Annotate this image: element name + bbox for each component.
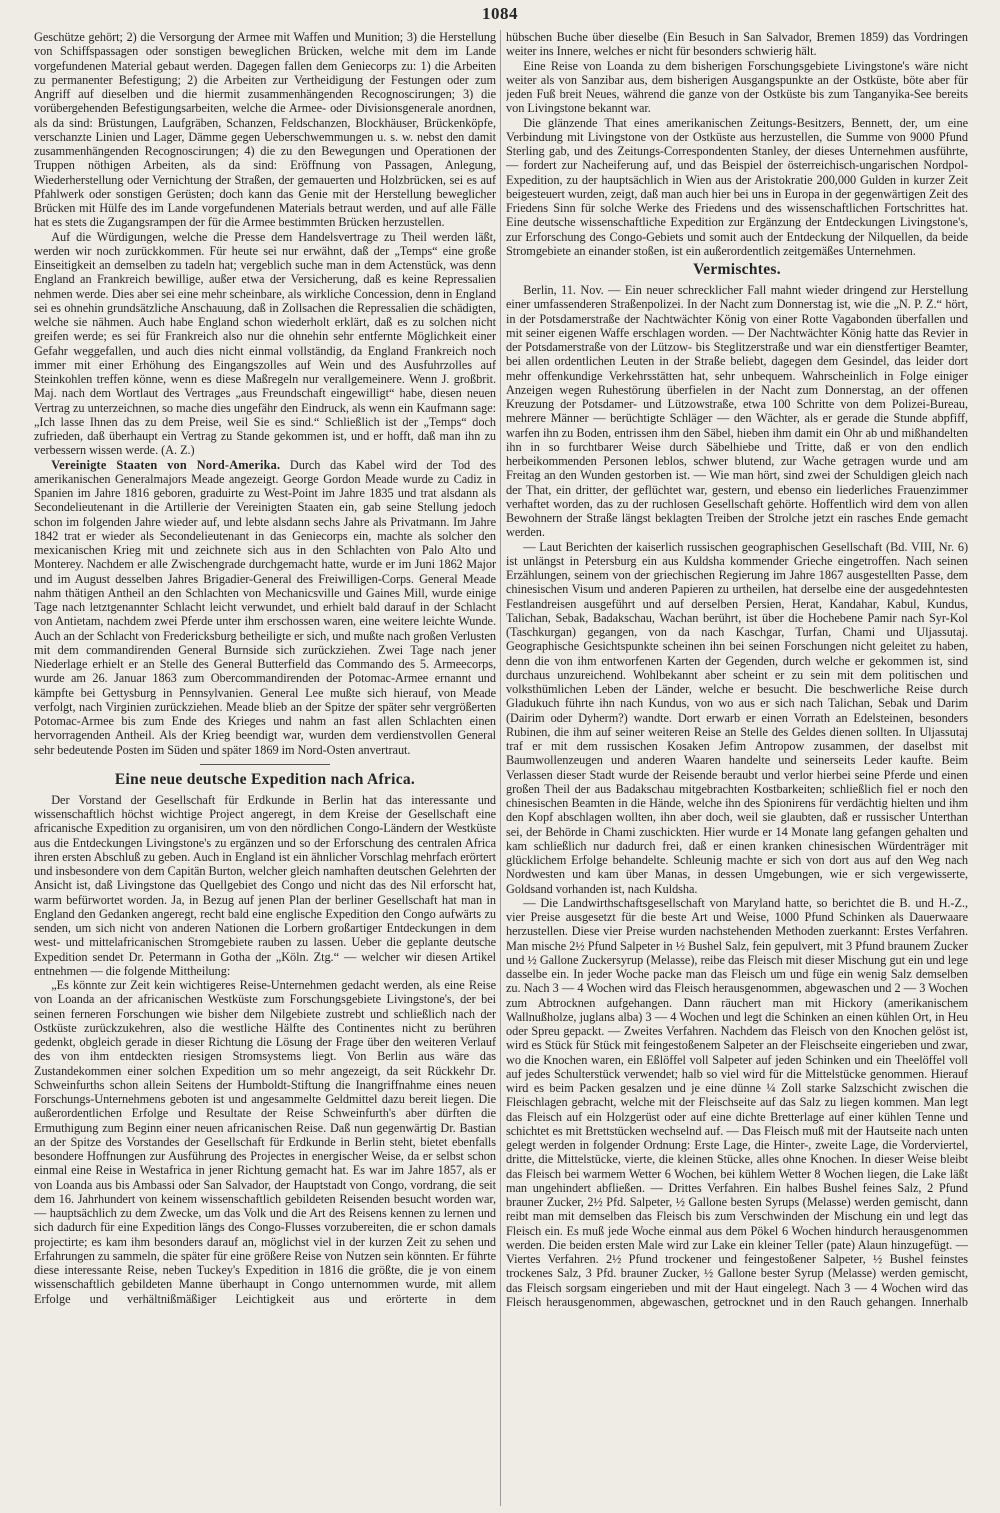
article-paragraph-maryland: — Die Landwirthschaftsgesellschaft von Maryland hatte, so berichtet die B. und H.-Z., vier Preise ausgesetzt für die beste Art und Weise, 1000 Pfund Schinken als Dauerwaare herzustellen. Diese vier Preise wurden nachstehenden Methoden zuerkannt: Erstes Verfahren. Man mische 2½ Pfund Salpeter in ½ Bushel Salz, fein gepulvert, mit 3 Pfund braunem Zucker und ½ Gallone Zuckersyrup (Melasse), reibe das Fleisch mit dieser Mischung gut ein und lege dasselbe ein. In jeder Woche packe man das Fleisch um und füge ein wenig Salz demselben zu. Nach 3 — 4 Wochen wird das Fleisch herausgenommen, abgewaschen und 2 — 3 Wochen zum Abtrocknen aufgehangen. Dann räuchert man mit Hickory (amerikanischem Wallnußholze, juglans alba) 3 — 4 Wochen und legt die Schinken an einen kühlen Ort, in Heu oder Spreu gepackt. — Zweites Verfahren. Nachdem das Fleisch von den Knochen gelöst ist, wird es Stück für Stück mit feingestoßenem Salpeter an der Fleischseite eingerieben und zwar, wo die Knochen waren, ein Eßlöffel voll Salpeter auf jeden Schinken und ein Theelöffel voll auf jedes Schulterstück verwendet; halb so viel wird für die Mittelstücke genommen. Hierauf wird es beim Packen gesalzen und je eine dünne ¼ Zoll starke Salzschicht zwischen die Fleischlagen gebracht, welche mit der Fleischseite auf das Salz zu liegen kommen. Man legt das Fleisch auf ein Holzgerüst oder auf eine dichte Bretterlage auf einer kühlen Tenne und schichtet es mit Brettstücken wechselnd auf. — Das Fleisch muß mit der Hautseite nach unten gelegt werden in folgender Ordnung: Erste Lage, die Hinter-, zweite Lage, die Vorderviertel, dritte, die Mittelstücke, vierte, die kleinen Stücke, alles ohne Knochen. In dieser Weise bleibt das Fleisch bei warmem Wetter 6 Wochen, bei kühlem Wetter 8 Wochen liegen, die Lake läßt man ungehindert abfließen. — Drittes Verfahren. Ein halbes Bushel feines Salz, 2 Pfund brauner Zucker, 2½ Pfd. Salpeter, ½ Gallone besten Syrups (Melasse) werden gemischt, dann reibt man mit demselben das Fleisch bis zum Verschwinden der Mischung ein und legt das Fleisch ein. Es muß jede Woche einmal aus dem Pökel 6 Wochen hindurch herausgenommen werden. Die beiden ersten Male wird zur Lake ein kleiner Teller (pate) Alaun hinzugefügt. — Viertes Verfahren. 2½ Pfund trockener und feingestoßener Salpeter, ½ Bushel feinstes trockenes Salz, 3 Pfd. brauner Zucker, ½ Gallone bester Syrup (Melasse) werden gemischt, das Fleisch sorgsam eingerieben und mit der Haut eingelegt. Nach 3 — 4 Wochen wird das Fleisch herausgenommen, abgewaschen, getrocknet und in den Rauch gehangen. Innerhalb — [506, 895, 968, 1309]
article-paragraph-buch: hübschen Buche über dieselbe (Ein Besuch in San Salvador, Bremen 1859) das Vordringen weiter ins Innere, welches er nicht für besonders schwierig hält. — [506, 30, 968, 59]
article-paragraph-reise: Eine Reise von Loanda zu dem bisherigen Forschungsgebiete Livingstone's wäre nicht weiter als von Sanzibar aus, dem bisherigen Ausgangspunkte an der Ostküste, böte aber für jeden Fuß breit Neues, während die ganze von der Ostküste bis zum Tanganyika-See bereits von Livingstone bekannt war. — [506, 58, 968, 116]
article-paragraph-military: Geschütze gehört; 2) die Versorgung der Armee mit Waffen und Munition; 3) die Herstellung von Schiffspassagen oder sonstigen beweglichen Brücken, welche mit dem im Lande vorgefundenen Material gebaut werden. Dagegen fallen dem Geniecorps zu: 1) die Arbeiten zu permanenter Befestigung; 2) die Arbeiten zur Vertheidigung der Festungen oder zum Angriff auf dieselben und die hiermit zusammenhängenden Recognoscirungen; 3) die vorübergehenden Befestigungsarbeiten, welche die Armee- oder Divisionsgenerale anordnen, als da sind: Brüstungen, Laufgräben, Schanzen, Feldschanzen, Blockhäuser, Brückenköpfe, verschanzte Linien und Lager, Dämme gegen Ueberschwemmungen u. s. w. nebst den damit zusammenhängenden Recognoscirungen; 4) die zu den Bewegungen und Operationen der Truppen nöthigen Arbeiten, als da sind: Eröffnung von Passagen, Anlegung, Wiederherstellung oder Vernichtung der Straßen, der gemauerten und Holzbrücken, sei es auf Pfahlwerk oder sonstigen Gerüsten; doch kann das Genie mit der Herstellung beweglicher Brücken mit Hülfe des im Lande vorgefundenen Materials betraut werden, und auf alle Fälle hat es stets die Zugangsrampen der für die Armee bestimmten Brücken herzustellen. — [34, 30, 496, 230]
run-in-heading-usa: Vereinigte Staaten von Nord-Amerika. — [51, 457, 281, 472]
page-number: 1084 — [482, 4, 518, 23]
section-rule — [200, 764, 330, 765]
article-text-usa: Durch das Kabel wird der Tod des amerikanischen Generalmajors Meade angezeigt. George Gordon Meade wurde zu Cadiz in Spanien im Jahre 1816 geboren, graduirte zu West-Point im Jahre 1835 und trat alsdann als Secondelieutenant in die Artillerie der Vereinigten Staaten ein, gab seine Stellung jedoch schon im folgenden Jahre wieder auf, und lebte alsdann sechs Jahre als Privatmann. Im Jahre 1842 trat er wieder als Secondelieutenant in das Geniecorps ein, machte als solcher den mexicanischen Krieg mit und zeichnete sich aus in den Schlachten von Palo Alto und Monterey. Nachdem er alle Zwischengrade durchgemacht hatte, wurde er im Juni 1862 Major und im August desselben Jahres Brigadier-General des Freiwilligen-Corps. General Meade nahm thätigen Antheil an den Schlachten von Mechanicsville und Gaines Mill, wurde einige Tage nach letztgenannter Schlacht leicht verwundet, und erhielt bald darauf in der Schlacht von Antietam, nachdem zwei Pferde unter ihm erschossen waren, eine weitere leichte Wunde. Auch an der Schlacht von Fredericksburg betheiligte er sich, und mußte nach großen Verlusten mit dem commandirenden General Burnside sich zurückziehen. Zwei Tage nach jener Niederlage erhielt er an Stelle des General Butterfield das Commando des 5. Armeecorps, wurde am 26. Januar 1863 zum Obercommandirenden der Potomac-Armee ernannt und kämpfte bei Gettysburg in Pennsylvanien. General Lee mußte sich hierauf, von Meade verfolgt, nach Virginien zurückziehen. Meade blieb an der Spitze der später sehr vergrößerten Potomac-Armee bis zum Ende des Krieges und nahm an fast allen Schlachten einen hervorragenden Antheil. Als der Krieg beendigt war, wurden dem verdienstvollen General sehr bedeutende Posten im Süden und später 1869 im Nord-Osten anvertraut. — [34, 457, 496, 757]
article-paragraph-trade: Auf die Würdigungen, welche die Presse dem Handelsvertrage zu Theil werden läßt, werden wir noch zurückkommen. Für heute sei nur erwähnt, daß der „Temps“ eine große Einseitigkeit an demselben zu tadeln hat; vergeblich suche man in dem Actenstück, was denn England an Frankreich bewillige, außer etwa der Versicherung, daß es keine Repressalien nehmen werde. Dies aber sei eine mehr scheinbare, als wirkliche Concession, denn in England sei es ohnehin grundsätzliche Anschauung, daß in Zollsachen die Repressalien die schädigten, welche sie nähmen. Auch habe England schon wiederholt erklärt, daß es zu solchen nicht greifen werde; es sei für Frankreich also nur die ohnehin sehr entfernte Möglichkeit einer Gefahr weggefallen, und auch dies nicht einmal vollständig, da England Frankreich noch immer mit einer Erhöhung des Eingangszolles auf Wein und des Ausfuhrzolles auf Steinkohlen treffen könne, wenn es diese Maßregeln nur verallgemeinere. Wenn J. großbrit. Maj. nach dem Wortlaut des Vertrages „aus Freundschaft eingewilligt“ habe, diesen neuen Vertrag zu unterzeichnen, so mache dies ungefähr den Eindruck, als wenn ein Kaufmann sage: „Ich lasse Ihnen das zu dem Preise, weil Sie es sind.“ Schließlich ist der „Temps“ doch zufrieden, daß überhaupt ein Vertrag zu Stande gekommen ist, und er hofft, daß man ihn zu verbessern wissen werde. (A. Z.) — [34, 229, 496, 458]
article-paragraph-grieche: — Laut Berichten der kaiserlich russischen geographischen Gesellschaft (Bd. VIII, Nr. 6) ist unlängst in Petersburg ein aus Kuldsha kommender Grieche eingetroffen. Nach seinen Erzählungen, seinem von der griechischen Regierung im Jahre 1867 ausgestellten Passe, dem chinesischen Visum und anderen Papieren zu urtheilen, hat derselbe eine der ausgedehntesten Festlandreisen ausgeführt und auf derselben Persien, Herat, Kandahar, Kabul, Kundus, Talichan, Sebak, Badakschau, Wachan berührt, ist über die Hochebene Pamir nach Syr-Kol (Taschkurgan) gegangen, von da nach Kaschgar, Turfan, Chami und Uljassutaj. Geographische Gesichtspunkte scheinen ihn bei seinen Forschungen nicht geleitet zu haben, denn die von ihm entworfenen Karten der Gegenden, durch welche er gekommen ist, sind durchaus unzureichend. Wohlbekannt aber scheint er zu sein mit dem politischen und volksthümlichen Leben der Länder, welche er besucht. Die beschwerliche Reise durch Gladukuch führte ihn nach Kundus, von wo aus er sich nach Talichan, Sebak und Darim (Dairim oder Dyherm?) wandte. Dort erwarb er einen Vorrath an Edelsteinen, besonders Rubinen, die ihm auf seiner weiteren Reise an Stelle des Geldes dienen sollten. In Uljassutaj traf er mit dem russischen Kosaken Jefim Antropow zusammen, der daselbst mit Baumwollenzeugen und anderen Waaren handelte und seinerseits Leder kaufte. Beim Verlassen dieser Stadt wurde der Reisende beraubt und verlor hierbei seine Pferde und einen großen Theil der aus Badakschau mitgebrachten Kostbarkeiten; schließlich fiel er noch den chinesischen Beamten in die Hände, welche ihn des Spionirens für verdächtig hielten und ihm den Kopf abschlagen wollten, ihn aber doch, weil sie glaubten, daß er russischer Unterthan sei, der Behörde in Chami zuschickten. Hier wurde er 14 Monate lang gefangen gehalten und kam schließlich nur dadurch frei, daß er einen kranken chinesischen Würdenträger mit glücklichem Erfolge behandelte. Schleunig machte er sich von dort aus auf den Weg nach Nordwesten und kam über Manas, in dessen Umgebungen, wie er sich vergewisserte, Goldsand vorhanden ist, nach Kuldsha. — [506, 539, 968, 896]
article-paragraph-usa — [34, 458, 496, 757]
column-divider — [500, 30, 501, 1506]
article-paragraph-expedition-quote: „Es könnte zur Zeit kein wichtigeres Reise-Unternehmen gedacht werden, als eine Reise von Loanda an der africanischen Westküste zum Forschungsgebiete Livingstone's, der bei seinen ferneren Forschungen wie bisher dem Nilgebiete zustrebt und schließlich nach der Ostküste zurückzukehren, also die westliche Hälfte des Continentes nicht zu berühren gedenkt, obgleich gerade in dieser Richtung die Lösung der Frage über den weiteren Verlauf des von ihm entdeckten riesigen Stromsystems liegt. Von Berlin aus wäre das Zustandekommen einer solchen Expedition um so mehr angezeigt, da seit Rückkehr Dr. Schweinfurths schon allein Seitens der Humboldt-Stiftung die Inangriffnahme eines neuen Forschungs-Unternehmens geboten ist und angesammelte Geldmittel dazu bereit liegen. Die außerordentlichen Erfolge und Resultate der Reise Schweinfurth's aber dürften die Ermuthigung zum Beginn einer neuen africanischen Reise. Daß nun gegenwärtig Dr. Bastian an der Spitze des Vorstandes der Gesellschaft für Erdkunde in Berlin steht, bietet ebenfalls besondere Hoffnungen zur Ausführung des Projectes in energischer Weise, da er selbst schon einmal eine Reise in Westafrica in jener Richtung gemacht hat. Es war im Jahre 1857, als er von Loanda aus bis Ambassi oder San Salvador, der Hauptstadt von Congo, vordrang, die seit dem 16. Jahrhundert von keinem wissenschaftlich gebildeten Reisenden besucht worden war, — hauptsächlich zu dem Zwecke, um das Volk und die Art des Reisens kennen zu lernen und sich dadurch für eine Expedition längs des Congo-Flusses vorzubereiten, die er schon damals projectirte; es kam ihm besonders darauf an, möglichst viel in der kurzen Zeit zu sehen und Erfahrungen zu sammeln, die später für eine größere Reise von Nutzen sein könnten. Er führte diese interessante Reise, neben Tuckey's Expedition in 1816 die größte, die je von einem wissenschaftlich gebildeten Manne überhaupt in Congo unternommen wurde, mit allem Erfolge und verhältnißmäßiger Leichtigkeit aus und erörterte in dem — [34, 978, 496, 1306]
left-column — [34, 30, 496, 1508]
article-paragraph-berlin: Berlin, 11. Nov. — Ein neuer schrecklicher Fall mahnt wieder dringend zur Herstellung einer umfassenderen Straßenpolizei. In der Nacht zum Donnerstag ist, wie die „N. P. Z.“ hört, in der Potsdamerstraße der Nachtwächter König von einer Rotte Vagabonden überfallen und mit seiner eigenen Waffe erschlagen worden. — Der Nachtwächter König hatte das Revier in der Potsdamerstraße von der Lützow- bis Steglitzerstraße und war ein dienstfertiger Beamter, bei allen ordentlichen Leuten in der Straße beliebt, dagegen dem Gesindel, das leider dort mehr offenkundige Verkehrsstätten hat, sehr unbequem. Wahrscheinlich in Folge einiger Anzeigen wegen Ruhestörung überfielen in der Nacht zum Donnerstag, an der offenen Kreuzung der Potsdamer- und Lützowstraße, etwa 100 Schritte von dem Polizei-Bureau, mehrere Männer — berüchtigte Schläger — den Wächter, als er gerade die Stunde abpfiff, warfen ihn zu Boden, entrissen ihm den Säbel, hieben ihm damit ein Ohr ab und mißhandelten ihn in so furchtbarer Weise durch Säbelhiebe und Tritte, daß er von den endlich herbeikommenden Personen leblos, schwer blutend, zur Wache getragen wurde und am Freitag an den Wunden gestorben ist. — Wie man hört, sind zwei der Schuldigen gleich nach der That, ein dritter, der geflüchtet war, gestern, und ebenso ein liederliches Frauenzimmer verhaftet worden, das zu der ruchlosen Gesellschaft gehörte. Hoffentlich wird dem von allen Bewohnern der Straße längst beklagten Treiben der Strolche jetzt ein rasches Ende gemacht werden. — [506, 283, 968, 540]
article-paragraph-bennett: Die glänzende That eines amerikanischen Zeitungs-Besitzers, Bennett, der, um eine Verbindung mit Livingstone von der Ostküste aus herzustellen, die Summe von 9000 Pfund Sterling gab, und des Zeitungs-Correspondenten Stanley, der dieses Unternehmen ausführte, — fordert zur Nacheiferung auf, und das Beispiel der österreichisch-ungarischen Nordpol-Expedition, zu der hauptsächlich in Wien aus der Aristokratie 200,000 Gulden in kurzer Zeit beigesteuert wurden, zeigt, daß man auch hier bei uns in Europa in der gegenwärtigen Zeit des Friedens Sinn für solche Werke des Friedens und des wissenschaftlichen Fortschrittes hat. Eine deutsche wissenschaftliche Expedition zur Ergänzung der Entdeckungen Livingstone's, zur Erforschung des Congo-Gebiets und somit auch der Entdeckung der Nilquellen, da beide Stromgebiete an einander stoßen, ist ein außerordentlich zeitgemäßes Unternehmen. — [506, 115, 968, 258]
section-heading-vermischtes: Vermischtes. — [693, 261, 781, 278]
section-heading-expedition: Eine neue deutsche Expedition nach Africa. — [114, 770, 416, 788]
right-column — [506, 30, 968, 1508]
article-paragraph-expedition-intro: Der Vorstand der Gesellschaft für Erdkunde in Berlin hat das interessante und wissenschaftlich höchst wichtige Project angeregt, in dem Kreise der Gesellschaft eine africanische Expedition zu organisiren, um von den nördlichen Congo-Ländern der Westküste aus die Entdeckungen Livingstone's zu ergänzen und so der Erforschung des centralen Africa ihren ersten Abschluß zu geben. Auch in England ist ein ähnlicher Vorschlag mehrfach erörtert und insbesondere von dem Capitän Burton, welcher gleich namhaften deutschen Gelehrten der Ansicht ist, daß Livingstone das Quellgebiet des Congo und nicht das des Nil erforscht hat, warm befürwortet worden. Ja, in Bezug auf jenen Plan der berliner Gesellschaft hat man in England den Gedanken angeregt, recht bald eine englische Expedition den Congo aufwärts zu senden, um sich nicht von anderen Nationen die Lorbern großartiger Entdeckungen in dem west- und mittelafricanischen Stromgebiete rauben zu lassen. Ueber die geplante deutsche Expedition sendet Dr. Petermann in Gotha der „Köln. Ztg.“ — welcher wir diesen Artikel entnehmen — die folgende Mittheilung: — [34, 792, 496, 978]
